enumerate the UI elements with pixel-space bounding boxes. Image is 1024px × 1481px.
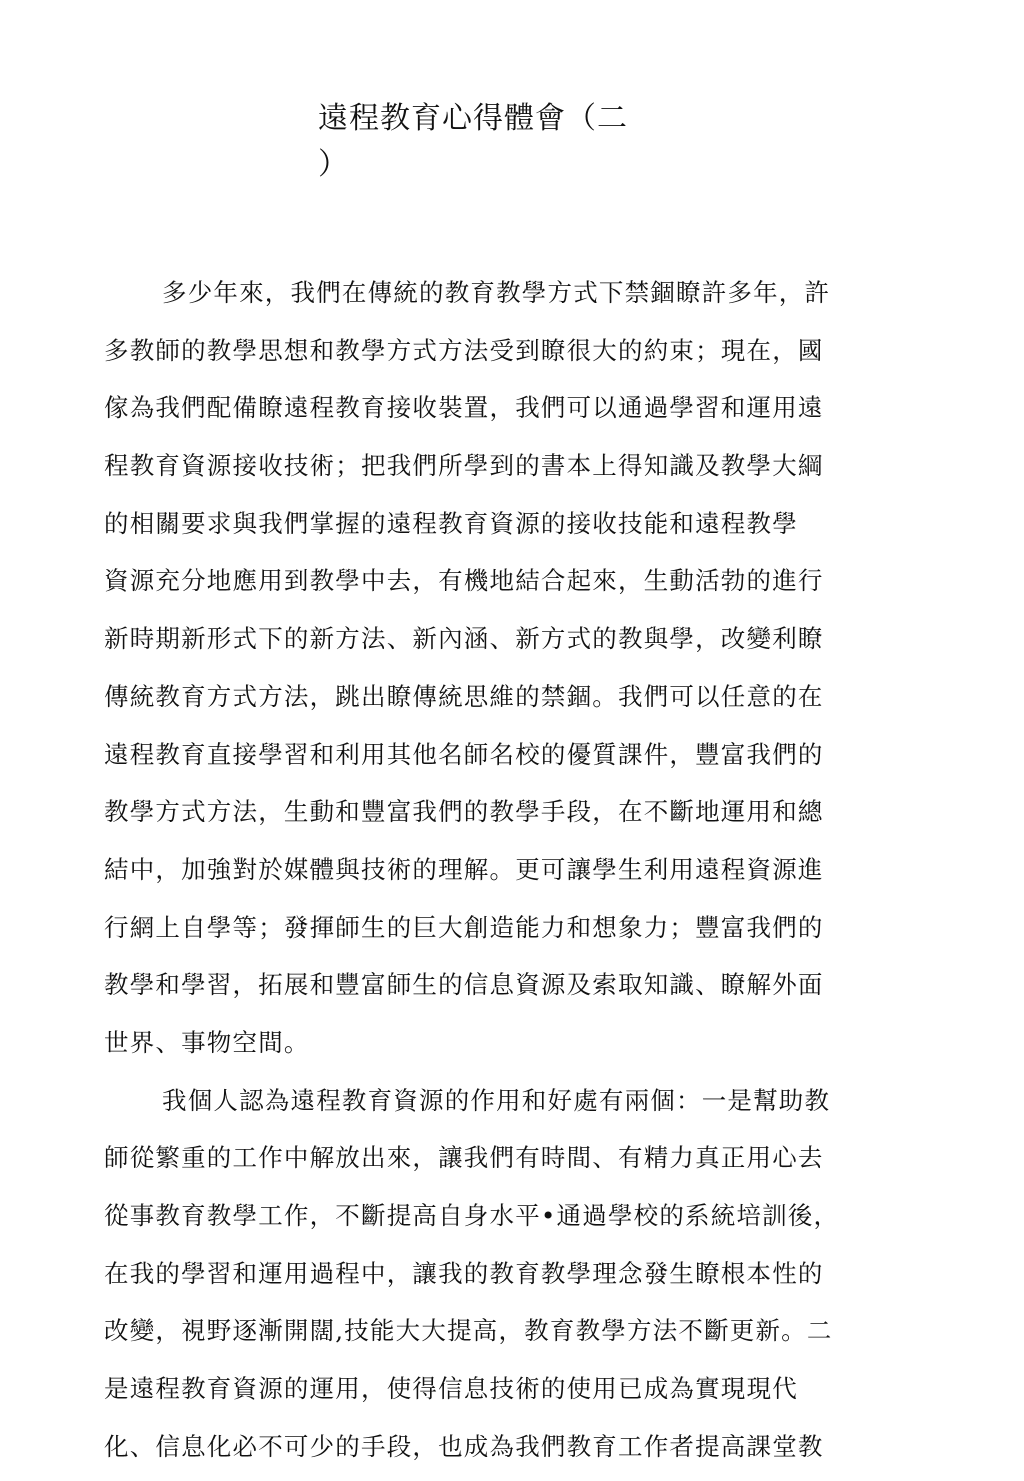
text-line: 教學和學習，拓展和豐富師生的信息資源及索取知識、瞭解外面 (104, 970, 824, 1000)
text-line: 改變，視野逐漸開闊,技能大大提高，教育教學方法不斷更新。二 (104, 1316, 833, 1346)
text-line: 新時期新形式下的新方法、新內涵、新方式的教與學，改變利瞭 (104, 624, 824, 654)
paragraph-1 (104, 264, 874, 1072)
text-line: 的相關要求與我們掌握的遠程教育資源的接收技能和遠程教學 (104, 508, 798, 538)
text-line: 遠程教育直接學習和利用其他名師名校的優質課件，豐富我們的 (104, 739, 824, 769)
text-line: 化、信息化必不可少的手段，也成為我們教育工作者提高課堂教 (104, 1431, 824, 1461)
text-line: 我個人認為遠程教育資源的作用和好處有兩個：一是幫助教 (162, 1085, 831, 1115)
document-body (104, 264, 874, 1475)
text-line: 傢為我們配備瞭遠程教育接收裝置，我們可以通過學習和運用遠 (104, 393, 824, 423)
title-line-1: 遠程教育心得體會（二 (318, 101, 628, 136)
text-line: 傳統教育方式方法，跳出瞭傳統思維的禁錮。我們可以任意的在 (104, 681, 824, 711)
text-line: 結中，加強對於媒體與技術的理解。更可讓學生利用遠程資源進 (104, 854, 824, 884)
text-line: 行網上自學等；發揮師生的巨大創造能力和想象力；豐富我們的 (104, 912, 824, 942)
text-line: 師從繁重的工作中解放出來，讓我們有時間、有精力真正用心去 (104, 1143, 824, 1173)
text-line: 資源充分地應用到教學中去，有機地結合起來，生動活勃的進行 (104, 566, 824, 596)
text-line: 程教育資源接收技術；把我們所學到的書本上得知識及教學大綱 (104, 451, 824, 481)
document-title (318, 96, 658, 188)
text-line: 是遠程教育資源的運用，使得信息技術的使用已成為實現現代 (104, 1374, 798, 1404)
title-line-2: ） (318, 147, 349, 182)
paragraph-2 (104, 1072, 874, 1476)
text-line: 世界、事物空間。 (104, 1027, 310, 1057)
text-line: 多少年來，我們在傳統的教育教學方式下禁錮瞭許多年，許 (162, 278, 831, 307)
text-line: 多教師的教學思想和教學方式方法受到瞭很大的約束；現在，國 (104, 335, 824, 365)
text-line: 從事教育教學工作，不斷提高自身水平•通過學校的系統培訓後， (104, 1201, 840, 1230)
text-line: 在我的學習和運用過程中，讓我的教育教學理念發生瞭根本性的 (104, 1258, 824, 1288)
text-line: 教學方式方法，生動和豐富我們的教學手段，在不斷地運用和總 (104, 797, 824, 827)
